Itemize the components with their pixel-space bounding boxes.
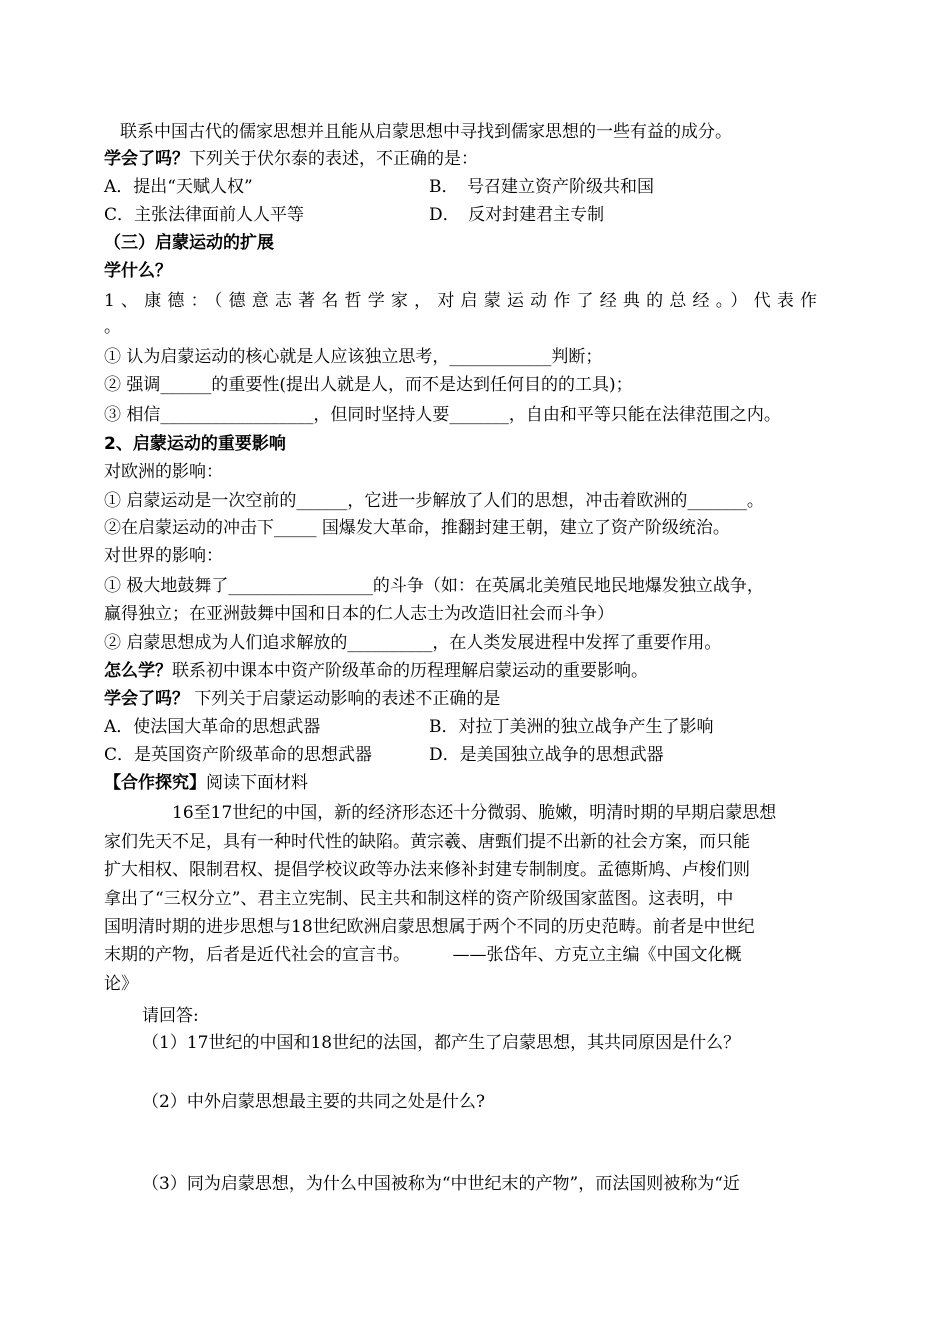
quiz1-label: 学会了吗？ xyxy=(104,149,189,169)
learn-what-label: 学什么？ xyxy=(104,261,172,281)
material-line-2: 家们先天不足，具有一种时代性的缺陷。黄宗羲、唐甄们提不出新的社会方案，而只能 xyxy=(104,832,750,852)
quiz2-option-d: D．是美国独立战争的思想武器 xyxy=(429,745,664,765)
world-item-1: ① 极大地鼓舞了_________________的斗争（如：在英属北美殖民地民地爆发独立战争， xyxy=(104,576,764,596)
quiz1-option-a: A．提出“天赋人权” xyxy=(104,177,253,197)
quiz2-option-c: C．是英国资产阶级革命的思想武器 xyxy=(104,745,373,765)
world-item-1-cont: 赢得独立；在亚洲鼓舞中国和日本的仁人志士为改造旧社会而斗争） xyxy=(104,604,614,624)
material-line-3: 扩大相权、限制君权、提倡学校议政等办法来修补封建专制制度。孟德斯鸠、卢梭们则 xyxy=(104,860,750,880)
material-line-5: 国明清时期的进步思想与18世纪欧洲启蒙思想属于两个不同的历史范畴。前者是中世纪 xyxy=(104,917,755,937)
quiz2-option-b: B．对拉丁美洲的独立战争产生了影响 xyxy=(429,717,714,737)
kant-item-3: ③ 相信__________________，但同时坚持人要_______，自由和平等只能在法律范围之内。 xyxy=(104,405,781,425)
how-learn-text: 联系初中课本中资产阶级革命的历程理解启蒙运动的重要影响。 xyxy=(172,661,648,681)
quiz2-label: 学会了吗？ xyxy=(104,689,189,709)
kant-item-1: ① 认为启蒙运动的核心就是人应该独立思考，____________判断； xyxy=(104,347,603,367)
section3-heading: （三）启蒙运动的扩展 xyxy=(104,233,274,253)
europe-item-1: ① 启蒙运动是一次空前的______，它进一步解放了人们的思想，冲击着欧洲的_______。 xyxy=(104,491,764,511)
material-line-1: 16至17世纪的中国，新的经济形态还十分微弱、脆嫩，明清时期的早期启蒙思想 xyxy=(172,803,777,823)
coop-label: 【合作探究】 xyxy=(104,773,206,793)
coop-line xyxy=(104,771,308,795)
world-label: 对世界的影响： xyxy=(104,546,223,566)
question-1: （1）17世纪的中国和18世纪的法国，都产生了启蒙思想，其共同原因是什么？ xyxy=(142,1033,741,1053)
kant-item-2: ② 强调______的重要性(提出人就是人，而不是达到任何目的的工具)； xyxy=(104,375,633,395)
how-learn xyxy=(104,659,648,683)
please-answer: 请回答: xyxy=(142,1006,199,1026)
europe-label: 对欧洲的影响： xyxy=(104,462,223,482)
question-2: （2）中外启蒙思想最主要的共同之处是什么? xyxy=(142,1092,485,1112)
quiz1-question: 下列关于伏尔泰的表述，不正确的是： xyxy=(189,149,478,169)
europe-item-2: ②在启蒙运动的冲击下_____ 国爆发大革命，推翻封建王朝，建立了资产阶级统治。 xyxy=(104,518,730,538)
quiz2-prompt xyxy=(104,687,500,711)
quiz1-option-b: B． 号召建立资产阶级共和国 xyxy=(429,177,654,197)
quiz1-option-d: D． 反对封建君主专制 xyxy=(429,205,605,225)
quiz2-option-a: A．使法国大革命的思想武器 xyxy=(104,717,321,737)
material-line-6: 末期的产物，后者是近代社会的宣言书。 ——张岱年、方克立主编《中国文化概 xyxy=(104,945,742,965)
coop-text: 阅读下面材料 xyxy=(206,773,308,793)
impact-heading: 2、启蒙运动的重要影响 xyxy=(104,434,286,454)
material-line-4: 拿出了“三权分立”、君主立宪制、民主共和制这样的资产阶级国家蓝图。这表明，中 xyxy=(104,889,734,909)
world-item-2: ② 启蒙思想成为人们追求解放的__________，在人类发展进程中发挥了重要作用。 xyxy=(104,633,722,653)
kant-line: 1、康德：（德意志著名哲学家，对启蒙运动作了经典的总经。）代表作 xyxy=(104,291,824,311)
quiz2-question: 下列关于启蒙运动影响的表述不正确的是 xyxy=(189,689,501,709)
material-line-7: 论》 xyxy=(104,974,138,994)
question-3: （3）同为启蒙思想，为什么中国被称为“中世纪末的产物”，而法国则被称为“近 xyxy=(142,1174,740,1194)
quiz1-prompt xyxy=(104,147,478,171)
quiz1-option-c: C．主张法律面前人人平等 xyxy=(104,205,305,225)
intro-line: 联系中国古代的儒家思想并且能从启蒙思想中寻找到儒家思想的一些有益的成分。 xyxy=(120,122,732,142)
kant-continuation: 。 xyxy=(104,317,121,337)
how-learn-label: 怎么学？ xyxy=(104,661,172,681)
